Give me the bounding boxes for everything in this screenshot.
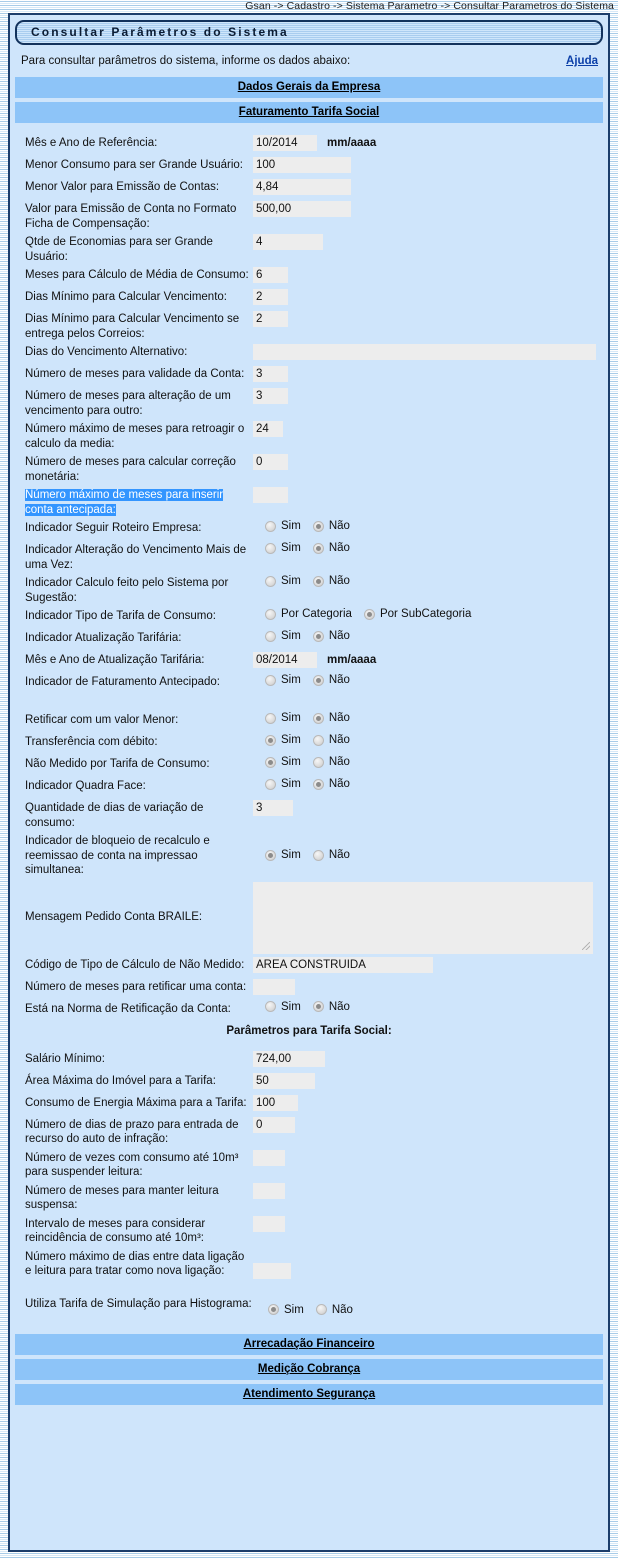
- radio-label-sim: Sim: [281, 542, 301, 554]
- input-area-maxima-imovel-tarifa[interactable]: [253, 1073, 315, 1089]
- radio-label-sim: Sim: [281, 575, 301, 587]
- field-row-meses-validade-conta: [15, 365, 603, 385]
- breadcrumb: [0, 0, 618, 13]
- section-atendimento-seguranca[interactable]: [15, 1384, 603, 1405]
- radiogroup-ind-bloqueio-recalculo: [253, 849, 362, 861]
- radio-label-nao: Não: [328, 756, 350, 768]
- page-title: Consultar Parâmetros do Sistema: [31, 25, 289, 39]
- field-row-transferencia-com-debito: [15, 733, 603, 753]
- radio-circle-selected-icon: [313, 521, 324, 532]
- radio-circle-icon: [265, 576, 276, 587]
- radio-circle-icon: [265, 1001, 276, 1012]
- field-row-retificar-valor-menor: [15, 711, 603, 731]
- radio-label-nao: Não: [328, 542, 350, 554]
- radio-circle-selected-icon: [364, 609, 375, 620]
- input-codigo-tipo-calculo-nao-medido[interactable]: [253, 957, 433, 973]
- field-row-meses-calculo-media-consumo: [15, 266, 603, 286]
- radio-label-sim: Sim: [281, 734, 301, 746]
- label-nao-medido-tarifa-consumo: Não Medido por Tarifa de Consumo:: [25, 758, 210, 770]
- radio-transferencia-debito-sim[interactable]: [265, 734, 301, 746]
- radio-label-sim: Sim: [281, 674, 301, 686]
- field-row-codigo-tipo-calculo-nao-medido: [15, 956, 603, 976]
- label-vezes-consumo-10m3-suspender: Número de vezes com consumo até 10m³ para suspender leitura:: [25, 1151, 239, 1178]
- input-qtde-economias-grande-usuario[interactable]: [253, 234, 323, 250]
- radio-quadra-face-sim[interactable]: [265, 778, 301, 790]
- input-meses-max-retroagir-media[interactable]: [253, 421, 283, 437]
- section-dados-gerais-label: Dados Gerais da Empresa: [237, 81, 381, 93]
- field-row-menor-valor-emissao-contas: [15, 178, 603, 198]
- label-ind-calculo-sistema-sugestao: Indicador Calculo feito pelo Sistema por Sugestão:: [25, 577, 229, 604]
- input-meses-alteracao-vencimento[interactable]: [253, 388, 288, 404]
- label-menor-consumo-grande-usuario: Menor Consumo para ser Grande Usuário:: [25, 159, 243, 171]
- field-row-salario-minimo: [15, 1050, 603, 1070]
- label-salario-minimo: Salário Mínimo:: [25, 1052, 105, 1065]
- field-row-mes-ano-referencia: [15, 134, 603, 154]
- label-meses-manter-leitura-suspensa: Número de meses para manter leitura suspensa:: [25, 1184, 219, 1211]
- radio-label-nao: Não: [328, 520, 350, 532]
- section-arrecadacao-label: Arrecadação Financeiro: [243, 1337, 375, 1350]
- radio-tipo-tarifa-por-subcategoria[interactable]: [364, 608, 471, 620]
- label-dias-minimo-vencimento-correios: Dias Mínimo para Calcular Vencimento se entrega pelos Correios:: [25, 313, 240, 340]
- label-consumo-energia-maxima-tarifa: Consumo de Energia Máxima para a Tarifa:: [25, 1096, 247, 1109]
- textarea-mensagem-conta-braile[interactable]: [253, 882, 593, 954]
- label-codigo-tipo-calculo-nao-medido: Código de Tipo de Cálculo de Não Medido:: [25, 958, 245, 971]
- section-medicao-cobranca[interactable]: [15, 1359, 603, 1380]
- radio-label-nao: Não: [328, 575, 350, 587]
- label-meses-calculo-media-consumo: Meses para Cálculo de Média de Consumo:: [25, 269, 249, 281]
- radio-retificar-valor-menor-nao[interactable]: [313, 712, 350, 724]
- field-row-ind-bloqueio-recalculo: [15, 832, 603, 878]
- section-dados-gerais-da-empresa[interactable]: [15, 77, 603, 98]
- radio-label-sim: Sim: [284, 1303, 304, 1316]
- radio-ind-seguir-roteiro-empresa-nao[interactable]: [313, 520, 350, 532]
- radio-label-nao: Não: [331, 1303, 353, 1316]
- radio-label-sim: Sim: [281, 849, 301, 861]
- field-row-ind-seguir-roteiro-empresa: [15, 519, 603, 539]
- radiogroup-nao-medido-tarifa-consumo: [253, 756, 362, 768]
- field-row-meses-retificar-conta: [15, 978, 603, 998]
- field-row-meses-correcao-monetaria: [15, 453, 603, 484]
- suffix-mmaaaa-atualizacao: mm/aaaa: [327, 654, 377, 666]
- field-row-consumo-energia-maxima-tarifa: [15, 1094, 603, 1114]
- field-row-dias-max-ligacao-leitura: [15, 1248, 603, 1293]
- field-row-dias-prazo-recurso-infracao: [15, 1116, 603, 1147]
- help-link[interactable]: Ajuda: [566, 55, 598, 67]
- radio-circle-selected-icon: [265, 850, 276, 861]
- breadcrumb-text: Gsan -> Cadastro -> Sistema Parametro -> Consultar Parametros do Sistema: [245, 0, 614, 12]
- field-row-ind-faturamento-antecipado: [15, 673, 603, 693]
- radiogroup-norma-retificacao-conta: [253, 1001, 362, 1013]
- radio-norma-retificacao-nao[interactable]: [313, 1001, 350, 1013]
- label-dias-prazo-recurso-infracao: Número de dias de prazo para entrada de recurso do auto de infração:: [25, 1118, 239, 1145]
- radio-nao-medido-tarifa-sim[interactable]: [265, 756, 301, 768]
- radio-label-sim: Sim: [281, 778, 301, 790]
- label-ind-tipo-tarifa-consumo: Indicador Tipo de Tarifa de Consumo:: [25, 610, 216, 622]
- section-faturamento-tarifa-social[interactable]: [15, 102, 603, 123]
- radio-label-nao: Não: [328, 778, 350, 790]
- label-retificar-valor-menor: Retificar com um valor Menor:: [25, 714, 179, 726]
- window-titlebar: [15, 20, 603, 45]
- label-meses-correcao-monetaria: Número de meses para calcular correção monetária:: [25, 456, 236, 483]
- radio-label-nao: Não: [328, 630, 350, 642]
- field-row-meses-manter-leitura-suspensa: [15, 1182, 603, 1213]
- faturamento-panel: [15, 126, 603, 1330]
- radio-circle-selected-icon: [268, 1304, 279, 1315]
- label-mes-ano-atualizacao-tarifaria: Mês e Ano de Atualização Tarifária:: [25, 654, 205, 666]
- field-row-dias-minimo-calcular-vencimento: [15, 288, 603, 308]
- subsection-heading-tarifa-social: Parâmetros para Tarifa Social:: [226, 1024, 392, 1037]
- input-meses-validade-conta[interactable]: [253, 366, 288, 382]
- radio-circle-selected-icon: [313, 675, 324, 686]
- field-row-ind-alteracao-vencimento-mais-vez: [15, 541, 603, 572]
- field-row-dias-vencimento-alternativo: [15, 343, 603, 363]
- field-row-ind-tipo-tarifa-consumo: [15, 607, 603, 627]
- radio-ind-alteracao-vencimento-sim[interactable]: [265, 542, 301, 554]
- radio-faturamento-antecipado-sim[interactable]: [265, 674, 301, 686]
- radio-circle-icon: [265, 521, 276, 532]
- radio-label-nao: Não: [328, 712, 350, 724]
- radio-quadra-face-nao[interactable]: [313, 778, 350, 790]
- radio-circle-icon: [265, 631, 276, 642]
- main-window: [8, 13, 610, 1552]
- input-dias-max-ligacao-leitura[interactable]: [253, 1263, 291, 1279]
- radio-atualizacao-tarifaria-sim[interactable]: [265, 630, 301, 642]
- radio-tipo-tarifa-por-categoria[interactable]: [265, 608, 352, 620]
- radio-circle-icon: [265, 609, 276, 620]
- radiogroup-ind-tipo-tarifa-consumo: [253, 608, 483, 620]
- input-dias-vencimento-alternativo[interactable]: [253, 344, 596, 360]
- radio-utiliza-tarifa-simulacao-nao[interactable]: [316, 1304, 353, 1316]
- input-salario-minimo[interactable]: [253, 1051, 325, 1067]
- label-ind-seguir-roteiro-empresa: Indicador Seguir Roteiro Empresa:: [25, 522, 202, 534]
- input-intervalo-meses-reincidencia[interactable]: [253, 1216, 285, 1232]
- field-row-menor-consumo-grande-usuario: [15, 156, 603, 176]
- input-mes-ano-referencia[interactable]: [253, 135, 317, 151]
- radio-circle-icon: [265, 713, 276, 724]
- radio-circle-icon: [313, 735, 324, 746]
- radiogroup-ind-atualizacao-tarifaria: [253, 630, 362, 642]
- radiogroup-ind-calculo-sistema-sugestao: [253, 575, 362, 587]
- field-row-mensagem-conta-braile: [15, 880, 603, 954]
- radio-norma-retificacao-sim[interactable]: [265, 1001, 301, 1013]
- label-valor-emissao-ficha-compensacao: Valor para Emissão de Conta no Formato Ficha de Compensação:: [25, 203, 237, 230]
- label-ind-alteracao-vencimento-mais-vez: Indicador Alteração do Vencimento Mais de uma Vez:: [25, 544, 247, 571]
- label-meses-validade-conta: Número de meses para validade da Conta:: [25, 368, 245, 380]
- input-meses-calculo-media-consumo[interactable]: [253, 267, 288, 283]
- radio-circle-selected-icon: [265, 757, 276, 768]
- radio-label-sim: Sim: [281, 630, 301, 642]
- field-row-utiliza-tarifa-simulacao-histograma: [15, 1295, 603, 1324]
- radio-label-por-categoria: Por Categoria: [281, 608, 352, 620]
- radio-utiliza-tarifa-simulacao-sim[interactable]: [268, 1304, 304, 1316]
- radio-bloqueio-recalculo-nao[interactable]: [313, 849, 350, 861]
- input-mes-ano-atualizacao-tarifaria[interactable]: [253, 652, 317, 668]
- radio-ind-seguir-roteiro-empresa-sim[interactable]: [265, 520, 301, 532]
- field-row-ind-atualizacao-tarifaria: [15, 629, 603, 649]
- radio-ind-calculo-sugestao-sim[interactable]: [265, 575, 301, 587]
- suffix-mmaaaa-referencia: mm/aaaa: [327, 137, 377, 149]
- input-meses-manter-leitura-suspensa[interactable]: [253, 1183, 285, 1199]
- field-row-dias-minimo-vencimento-correios: [15, 310, 603, 341]
- field-row-meses-max-conta-antecipada: [15, 486, 603, 517]
- radio-transferencia-debito-nao[interactable]: [313, 734, 350, 746]
- label-transferencia-com-debito: Transferência com débito:: [25, 736, 158, 748]
- label-ind-bloqueio-recalculo: Indicador de bloqueio de recalculo e reemissao de conta na impressao simultanea:: [25, 835, 210, 876]
- section-atendimento-label: Atendimento Segurança: [242, 1387, 376, 1400]
- radio-ind-calculo-sugestao-nao[interactable]: [313, 575, 350, 587]
- input-valor-emissao-ficha-compensacao[interactable]: [253, 201, 351, 217]
- label-intervalo-meses-reincidencia: Intervalo de meses para considerar reincidência de consumo até 10m³:: [25, 1217, 206, 1244]
- input-dias-prazo-recurso-infracao[interactable]: [253, 1117, 295, 1133]
- radio-faturamento-antecipado-nao[interactable]: [313, 674, 350, 686]
- input-dias-minimo-vencimento-correios[interactable]: [253, 311, 288, 327]
- radio-circle-selected-icon: [313, 1001, 324, 1012]
- radio-circle-icon: [265, 675, 276, 686]
- radio-label-nao: Não: [328, 734, 350, 746]
- section-faturamento-label: Faturamento Tarifa Social: [238, 106, 380, 118]
- field-row-mes-ano-atualizacao-tarifaria: [15, 651, 603, 671]
- radio-label-sim: Sim: [281, 520, 301, 532]
- label-qtde-economias-grande-usuario: Qtde de Economias para ser Grande Usuário:: [25, 236, 213, 263]
- radio-ind-alteracao-vencimento-nao[interactable]: [313, 542, 350, 554]
- radio-label-sim: Sim: [281, 756, 301, 768]
- radio-circle-selected-icon: [313, 543, 324, 554]
- input-meses-retificar-conta[interactable]: [253, 979, 295, 995]
- radiogroup-ind-quadra-face: [253, 778, 362, 790]
- label-meses-max-conta-antecipada-text: Número máximo de meses para inserir conta antecipada:: [25, 489, 224, 516]
- input-vezes-consumo-10m3-suspender[interactable]: [253, 1150, 285, 1166]
- input-menor-valor-emissao-contas[interactable]: [253, 179, 351, 195]
- label-meses-alteracao-vencimento: Número de meses para alteração de um vencimento para outro:: [25, 390, 231, 417]
- radio-bloqueio-recalculo-sim[interactable]: [265, 849, 301, 861]
- radio-label-sim: Sim: [281, 712, 301, 724]
- radiogroup-transferencia-com-debito: [253, 734, 362, 746]
- field-row-ind-quadra-face: [15, 777, 603, 797]
- input-qtde-dias-variacao-consumo[interactable]: [253, 800, 293, 816]
- label-ind-faturamento-antecipado: Indicador de Faturamento Antecipado:: [25, 676, 220, 688]
- section-arrecadacao-financeiro[interactable]: [15, 1334, 603, 1355]
- input-menor-consumo-grande-usuario[interactable]: [253, 157, 351, 173]
- radio-circle-icon: [313, 850, 324, 861]
- label-mensagem-conta-braile: Mensagem Pedido Conta BRAILE:: [25, 911, 203, 924]
- spacer: [15, 695, 603, 711]
- radiogroup-retificar-valor-menor: [253, 712, 362, 724]
- label-ind-atualizacao-tarifaria: Indicador Atualização Tarifária:: [25, 632, 182, 644]
- input-dias-minimo-calcular-vencimento[interactable]: [253, 289, 288, 305]
- field-row-ind-calculo-sistema-sugestao: [15, 574, 603, 605]
- radio-label-nao: Não: [328, 674, 350, 686]
- label-meses-max-retroagir-media: Número máximo de meses para retroagir o calculo da media:: [25, 423, 245, 450]
- field-row-qtde-dias-variacao-consumo: [15, 799, 603, 830]
- field-row-nao-medido-tarifa-consumo: [15, 755, 603, 775]
- label-norma-retificacao-conta: Está na Norma de Retificação da Conta:: [25, 1002, 231, 1015]
- radio-label-sim: Sim: [281, 1000, 301, 1013]
- radio-label-por-subcategoria: Por SubCategoria: [379, 608, 472, 620]
- field-row-meses-alteracao-vencimento: [15, 387, 603, 418]
- radio-circle-selected-icon: [313, 631, 324, 642]
- field-row-intervalo-meses-reincidencia: [15, 1215, 603, 1246]
- label-qtde-dias-variacao-consumo: Quantidade de dias de variação de consumo:: [25, 802, 204, 829]
- radio-circle-icon: [265, 779, 276, 790]
- radio-circle-icon: [316, 1304, 327, 1315]
- input-meses-correcao-monetaria[interactable]: [253, 454, 288, 470]
- label-area-maxima-imovel-tarifa: Área Máxima do Imóvel para a Tarifa:: [25, 1074, 216, 1087]
- radiogroup-ind-faturamento-antecipado: [253, 674, 362, 686]
- label-dias-vencimento-alternativo: Dias do Vencimento Alternativo:: [25, 346, 188, 358]
- section-medicao-label: Medição Cobrança: [257, 1362, 361, 1375]
- label-meses-max-conta-antecipada: [25, 486, 253, 517]
- radiogroup-utiliza-tarifa-simulacao-histograma: [253, 1304, 365, 1316]
- radio-circle-selected-icon: [313, 713, 324, 724]
- radio-circle-selected-icon: [265, 735, 276, 746]
- field-row-norma-retificacao-conta: [15, 1000, 603, 1020]
- radio-label-nao: Não: [328, 1000, 350, 1013]
- radiogroup-ind-alteracao-vencimento-mais-vez: [253, 542, 362, 554]
- radio-atualizacao-tarifaria-nao[interactable]: [313, 630, 350, 642]
- radiogroup-ind-seguir-roteiro-empresa: [253, 520, 362, 532]
- label-mes-ano-referencia: Mês e Ano de Referência:: [25, 137, 158, 149]
- radio-retificar-valor-menor-sim[interactable]: [265, 712, 301, 724]
- radio-label-nao: Não: [328, 849, 350, 861]
- field-row-meses-max-retroagir-media: [15, 420, 603, 451]
- label-ind-quadra-face: Indicador Quadra Face:: [25, 780, 146, 792]
- field-row-vezes-consumo-10m3-suspender: [15, 1149, 603, 1180]
- radio-nao-medido-tarifa-nao[interactable]: [313, 756, 350, 768]
- field-row-valor-emissao-ficha-compensacao: [15, 200, 603, 231]
- field-row-area-maxima-imovel-tarifa: [15, 1072, 603, 1092]
- input-consumo-energia-maxima-tarifa[interactable]: [253, 1095, 298, 1111]
- label-meses-retificar-conta: Número de meses para retificar uma conta:: [25, 980, 247, 993]
- label-utiliza-tarifa-simulacao-histograma: Utiliza Tarifa de Simulação para Histograma:: [25, 1297, 252, 1310]
- intro-text: Para consultar parâmetros do sistema, informe os dados abaixo:: [21, 55, 351, 67]
- field-row-qtde-economias-grande-usuario: [15, 233, 603, 264]
- radio-circle-selected-icon: [313, 779, 324, 790]
- input-meses-max-conta-antecipada[interactable]: [253, 487, 288, 503]
- radio-circle-icon: [265, 543, 276, 554]
- spacer: [15, 1040, 603, 1050]
- label-dias-max-ligacao-leitura: Número máximo de dias entre data ligação e leitura para tratar como nova ligação:: [25, 1250, 245, 1277]
- radio-circle-icon: [313, 757, 324, 768]
- intro-row: [15, 55, 603, 73]
- label-dias-minimo-calcular-vencimento: Dias Mínimo para Calcular Vencimento:: [25, 291, 227, 303]
- label-menor-valor-emissao-contas: Menor Valor para Emissão de Contas:: [25, 181, 220, 193]
- radio-circle-selected-icon: [313, 576, 324, 587]
